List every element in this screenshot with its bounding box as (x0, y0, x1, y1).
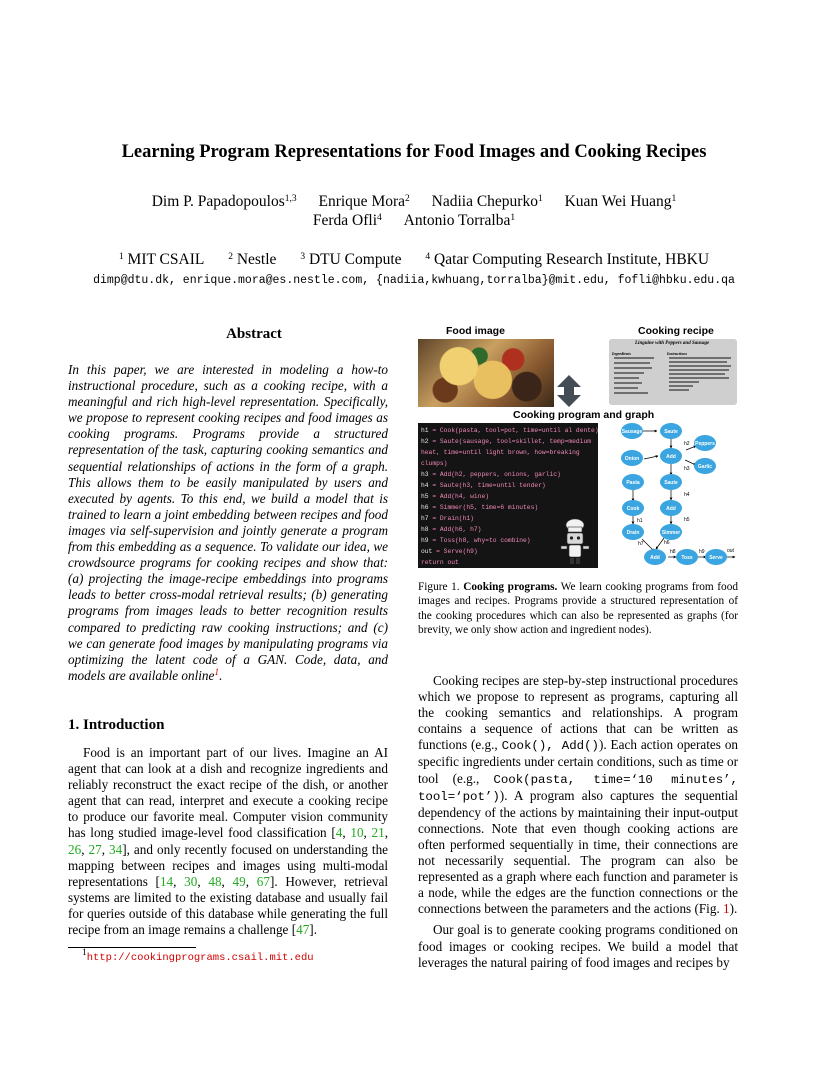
graph-node-label: Pasta (626, 479, 640, 486)
citation-link[interactable]: 21 (371, 825, 385, 841)
code-statement: = Cook(pasta, tool=pot, time=until al dente) (428, 427, 599, 434)
code-variable: h5 (421, 493, 429, 500)
figure-label-cooking-recipe: Cooking recipe (638, 325, 714, 337)
author: Nadiia Chepurko$^1$ (431, 193, 543, 210)
code-statement: heat, time=until light brown, how=breaking (421, 449, 580, 456)
citation-link[interactable]: 10 (350, 825, 364, 841)
code-line (421, 469, 561, 480)
author: Ferda Ofli$^4$ (312, 212, 382, 229)
paragraph: Food is an important part of our lives. Imagine an AI agent that can look at a dish and recognize ingredients and reliably reconstruct the exact recipe of the dish, or another agent that can read, interpret and execute a cooking recipe to produce our favorite meal. Computer vision community has long studied image-level food classification [4, 10, 21, 26, 27, 34], and only recently focused on understanding the mapping between recipes and images using multi-modal representations [14, 30, 48, 49, 67]. However, retrieval systems are limited to the existing database and usually fail for queries outside of this database while generating the full recipe from an image remains a challenge [47]. (68, 745, 389, 938)
graph-node-label: Onion (624, 455, 640, 462)
graph-edge-label: h6 (664, 540, 670, 546)
code-line (421, 502, 538, 513)
code-line (421, 535, 531, 546)
code-statement: = Toss(h8, why=to combine) (428, 537, 531, 544)
affiliation: $^1$ MIT CSAIL (118, 251, 205, 268)
code-variable: h6 (421, 504, 429, 511)
citation-link[interactable]: 48 (208, 873, 222, 889)
graph-node-label: Saute (664, 428, 678, 435)
graph-edge-label: h5 (684, 517, 690, 523)
recipe-title: Linguine with Peppers and Sausage (635, 341, 710, 346)
graph-node-label: Saute (664, 479, 678, 486)
figure-ref-link[interactable]: 1 (723, 901, 730, 917)
citation-link[interactable]: 14 (159, 873, 174, 889)
citation-link[interactable]: 49 (232, 873, 246, 889)
code-statement: clumps) (421, 460, 448, 467)
code-statement: = Saute(h3, time=until tender) (428, 482, 546, 489)
code-line (421, 436, 591, 447)
affiliations (0, 251, 828, 269)
graph-node-label: Add (650, 554, 660, 561)
graph-node-label: Add (666, 453, 676, 460)
footnote: $^1$http://cookingprograms.csail.mit.edu (82, 948, 314, 964)
code-variable: out (421, 548, 433, 555)
graph-node-label: Garlic (697, 463, 713, 470)
program-graph (608, 420, 738, 570)
code-line (421, 425, 599, 436)
abstract-text: In this paper, we are interested in modeling a how-to instructional procedure, such as a cooking recipe, with a meaningful and rich high-level representation. Specifically, we propose to represent cooking recipes and food images as cooking programs. Programs provide a structured representation of the task, capturing cooking semantics and sequential relationships of actions in the form of a graph. This allows them to be easily manipulated by users and executed by agents. To this end, we build a model that is trained to learn a joint embedding between recipes and food images via self-supervision and jointly generate a program from this embedding as a sequence. To validate our idea, we crowdsource programs for cooking recipes and show that: (a) projecting the image-recipe embeddings into programs leads to better cross-modal retrieval results; (b) generating programs from images leads to better recognition results compared to predicting raw cooking instructions; and (c) we can generate food images by manipulating programs via optimizing the latent code of a GAN. Code, data, and models are available online$^1$. (68, 362, 388, 683)
graph-edge-label: h1 (637, 518, 643, 524)
citation-link[interactable]: 47 (296, 922, 310, 938)
author-emails: dimp@dtu.dk, enrique.mora@es.nestle.com, {nadiia,kwhuang,torralba}@mit.edu, fofli@hbku.edu.qa (93, 274, 735, 287)
author: Antonio Torralba$^1$ (403, 212, 516, 229)
author: Enrique Mora$^2$ (318, 193, 410, 210)
section-heading-introduction: 1. Introduction (68, 717, 165, 733)
paper-title: Learning Program Representations for Food Images and Cooking Recipes (121, 142, 707, 162)
graph-node-label: Peppers (695, 440, 715, 447)
code-variable: h1 (421, 427, 429, 434)
right-column-text (418, 673, 738, 971)
recipe-ingredients-heading: Ingredients (612, 351, 631, 356)
footnote-mark[interactable]: 1 (214, 667, 220, 678)
code-line (421, 513, 474, 524)
footnote-rule (68, 947, 196, 948)
code-statement: return out (421, 559, 459, 566)
inline-code: Cook(pasta, time=‘10 minutes’, tool=‘pot’) (418, 772, 738, 804)
graph-edge-label: h9 (699, 549, 705, 555)
citation-link[interactable]: 26 (68, 841, 82, 857)
author-list (0, 212, 828, 230)
graph-edge-label: h8 (670, 549, 676, 555)
graph-node-label: Simmer (661, 529, 681, 536)
author: Kuan Wei Huang$^1$ (564, 193, 677, 210)
figure-label-program-graph: Cooking program and graph (513, 409, 655, 421)
graph-edge-label: h7 (638, 541, 644, 547)
graph-node-label: Add (666, 505, 676, 512)
code-line (421, 447, 580, 458)
code-statement: = Drain(h1) (428, 515, 474, 522)
code-line (421, 458, 447, 469)
code-line (421, 557, 459, 568)
citation-link[interactable]: 34 (109, 841, 123, 857)
author: Dim P. Papadopoulos$^{1,3}$ (151, 193, 297, 210)
figure-caption: Figure 1. Cooking programs. We learn cooking programs from food images and recipes. Programs provide a structured representation of the cooking procedures which can also be represented as graphs (for brevity, we only show action and ingredient nodes). (418, 581, 739, 636)
chef-robot-icon (558, 518, 592, 566)
double-arrow-icon (554, 374, 584, 408)
code-line (421, 524, 481, 535)
project-url-link[interactable]: http://cookingprograms.csail.mit.edu (86, 952, 314, 964)
author-list (0, 193, 828, 211)
code-statement: = Add(h6, h7) (428, 526, 482, 533)
code-line (421, 491, 489, 502)
citation-link[interactable]: 27 (88, 841, 102, 857)
code-line (421, 480, 546, 491)
recipe-instructions-heading: Instructions (667, 351, 688, 356)
code-variable: h8 (421, 526, 429, 533)
graph-edge-label: out (727, 548, 734, 554)
graph-node-label: Sausage (621, 428, 643, 435)
code-statement: = Add(h4, wine) (428, 493, 490, 500)
code-statement: = Simmer(h5, time=6 minutes) (428, 504, 539, 511)
graph-node-label: Toss (681, 554, 693, 561)
code-line (421, 546, 478, 557)
inline-code: Cook(), Add() (501, 739, 599, 754)
intro-paragraph (68, 745, 388, 938)
citation-link[interactable]: 30 (184, 873, 198, 889)
code-statement: = Serve(h9) (432, 548, 478, 555)
paragraph: Cooking recipes are step-by-step instructional procedures which we propose to represent as programs, capturing all the cooking semantics and relationships. A program contains a sequence of actions that can be written as functions (e.g., Cook(), Add()). Each action operates on specific ingredients under certain conditions, such as time or tool (e.g., Cook(pasta, time=‘10 minutes’, tool=‘pot’)). A program also captures the sequential dependency of the actions by maintaining their input-output connections. Note that even though cooking actions are often performed sequentially in time, their connections are not necessarily sequential. The program can also be represented as a graph where each function and parameter is a node, while the edges are the function connections or the connections between the parameters and the actions (Fig. 1). (418, 673, 739, 917)
affiliation: $^4$ Qatar Computing Research Institute, HBKU (425, 251, 710, 268)
citation-link[interactable]: 67 (256, 873, 270, 889)
paragraph: Our goal is to generate cooking programs conditioned on food images or cooking recipes. We build a model that leverages the natural pairing of food images and recipes by (418, 922, 738, 970)
graph-edge-label: h2 (684, 441, 690, 447)
code-variable: h9 (421, 537, 429, 544)
graph-node-label: Cook (626, 505, 640, 512)
abstract-heading: Abstract (226, 326, 282, 342)
code-variable: h2 (421, 438, 429, 445)
citation-link[interactable]: 4 (335, 825, 343, 841)
graph-edge-label: h3 (684, 466, 690, 472)
code-statement: = Saute(sausage, tool=skillet, temp=medium (428, 438, 592, 445)
figure-label-food-image: Food image (446, 325, 505, 337)
code-variable: h7 (421, 515, 429, 522)
graph-node-label: Drain (626, 529, 640, 536)
affiliation: $^3$ DTU Compute (300, 251, 402, 268)
code-variable: h3 (421, 471, 429, 478)
affiliation: $^2$ Nestle (228, 251, 277, 268)
graph-node-label: Serve (709, 554, 723, 561)
recipe-card (609, 339, 737, 405)
code-variable: h4 (421, 482, 429, 489)
graph-edge-label: h4 (684, 492, 690, 498)
food-photo (418, 339, 554, 407)
code-statement: = Add(h2, peppers, onions, garlic) (428, 471, 561, 478)
